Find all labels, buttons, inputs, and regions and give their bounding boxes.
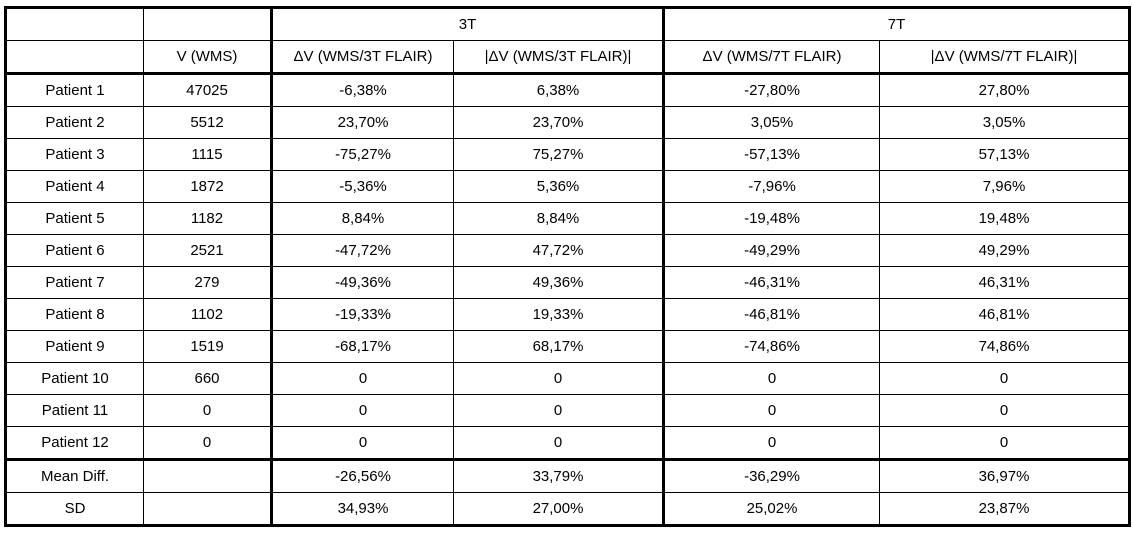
cell-dv-3t: -75,27%	[272, 139, 454, 171]
cell-abs-dv-3t: 6,38%	[454, 74, 664, 107]
table-row	[6, 107, 1130, 139]
cell-dv-7t: -74,86%	[664, 331, 880, 363]
cell-abs-dv-7t: 0	[880, 363, 1130, 395]
summary-row-sd	[6, 493, 1130, 526]
cell-v	[144, 460, 272, 493]
column-header-dv-3t: ΔV (WMS/3T FLAIR)	[272, 41, 454, 74]
cell-abs-dv-7t: 0	[880, 395, 1130, 427]
cell-dv-7t: -49,29%	[664, 235, 880, 267]
cell-dv-3t: -49,36%	[272, 267, 454, 299]
cell-abs-dv-3t: 49,36%	[454, 267, 664, 299]
cell-dv-3t: 0	[272, 427, 454, 460]
cell-abs-dv-3t: 47,72%	[454, 235, 664, 267]
cell-dv-7t: -57,13%	[664, 139, 880, 171]
group-header-row	[6, 8, 1130, 41]
cell-dv-7t: -36,29%	[664, 460, 880, 493]
row-label: Patient 11	[6, 395, 144, 427]
cell-dv-7t: 0	[664, 363, 880, 395]
cell-dv-3t: 23,70%	[272, 107, 454, 139]
group-header-3t: 3T	[272, 8, 664, 41]
cell-dv-7t: -27,80%	[664, 74, 880, 107]
row-label: Patient 2	[6, 107, 144, 139]
row-label: Patient 12	[6, 427, 144, 460]
cell-abs-dv-7t: 19,48%	[880, 203, 1130, 235]
cell-abs-dv-3t: 23,70%	[454, 107, 664, 139]
table-row	[6, 74, 1130, 107]
cell-abs-dv-3t: 33,79%	[454, 460, 664, 493]
cell-v: 1115	[144, 139, 272, 171]
cell-dv-7t: 0	[664, 427, 880, 460]
cell-abs-dv-3t: 27,00%	[454, 493, 664, 526]
cell-abs-dv-7t: 0	[880, 427, 1130, 460]
cell-abs-dv-3t: 0	[454, 427, 664, 460]
table-row	[6, 203, 1130, 235]
cell-dv-3t: 8,84%	[272, 203, 454, 235]
row-label: Patient 4	[6, 171, 144, 203]
row-label: Patient 3	[6, 139, 144, 171]
cell-v	[144, 493, 272, 526]
cell-dv-7t: 25,02%	[664, 493, 880, 526]
cell-abs-dv-7t: 74,86%	[880, 331, 1130, 363]
cell-abs-dv-7t: 7,96%	[880, 171, 1130, 203]
cell-dv-7t: -19,48%	[664, 203, 880, 235]
corner-cell-blank	[6, 8, 144, 41]
row-label: Patient 10	[6, 363, 144, 395]
cell-v: 1872	[144, 171, 272, 203]
cell-dv-7t: -46,81%	[664, 299, 880, 331]
cell-v: 5512	[144, 107, 272, 139]
cell-v: 1519	[144, 331, 272, 363]
row-label: Patient 1	[6, 74, 144, 107]
cell-dv-3t: -47,72%	[272, 235, 454, 267]
cell-dv-3t: 0	[272, 363, 454, 395]
column-header-v-wms: V (WMS)	[144, 41, 272, 74]
cell-v: 0	[144, 395, 272, 427]
row-label: Patient 9	[6, 331, 144, 363]
cell-dv-7t: 3,05%	[664, 107, 880, 139]
group-header-7t: 7T	[664, 8, 1130, 41]
cell-abs-dv-7t: 27,80%	[880, 74, 1130, 107]
table-row	[6, 267, 1130, 299]
cell-dv-3t: -6,38%	[272, 74, 454, 107]
cell-abs-dv-7t: 36,97%	[880, 460, 1130, 493]
cell-abs-dv-7t: 23,87%	[880, 493, 1130, 526]
table-head	[6, 8, 1130, 74]
row-label: Patient 8	[6, 299, 144, 331]
cell-v: 1182	[144, 203, 272, 235]
cell-abs-dv-3t: 75,27%	[454, 139, 664, 171]
corner-cell-v-blank	[144, 8, 272, 41]
column-header-abs-dv-7t: |ΔV (WMS/7T FLAIR)|	[880, 41, 1130, 74]
cell-abs-dv-7t: 57,13%	[880, 139, 1130, 171]
cell-dv-7t: -7,96%	[664, 171, 880, 203]
cell-v: 2521	[144, 235, 272, 267]
cell-abs-dv-7t: 46,31%	[880, 267, 1130, 299]
table-row	[6, 363, 1130, 395]
table-row	[6, 395, 1130, 427]
table-row	[6, 331, 1130, 363]
cell-dv-3t: 0	[272, 395, 454, 427]
table-row	[6, 171, 1130, 203]
row-label: Patient 7	[6, 267, 144, 299]
row-label: SD	[6, 493, 144, 526]
cell-dv-3t: -26,56%	[272, 460, 454, 493]
cell-dv-3t: -19,33%	[272, 299, 454, 331]
cell-v: 279	[144, 267, 272, 299]
cell-abs-dv-3t: 19,33%	[454, 299, 664, 331]
results-table	[4, 6, 1131, 527]
table-body	[6, 74, 1130, 526]
cell-abs-dv-3t: 8,84%	[454, 203, 664, 235]
summary-row-mean-diff	[6, 460, 1130, 493]
cell-abs-dv-3t: 0	[454, 363, 664, 395]
cell-dv-7t: -46,31%	[664, 267, 880, 299]
cell-v: 660	[144, 363, 272, 395]
table-row	[6, 299, 1130, 331]
row-label: Patient 6	[6, 235, 144, 267]
cell-abs-dv-7t: 49,29%	[880, 235, 1130, 267]
cell-v: 47025	[144, 74, 272, 107]
column-header-label-blank	[6, 41, 144, 74]
cell-dv-3t: -5,36%	[272, 171, 454, 203]
column-header-dv-7t: ΔV (WMS/7T FLAIR)	[664, 41, 880, 74]
column-header-row	[6, 41, 1130, 74]
row-label: Mean Diff.	[6, 460, 144, 493]
cell-abs-dv-7t: 3,05%	[880, 107, 1130, 139]
cell-abs-dv-3t: 68,17%	[454, 331, 664, 363]
cell-v: 0	[144, 427, 272, 460]
cell-dv-3t: -68,17%	[272, 331, 454, 363]
cell-dv-3t: 34,93%	[272, 493, 454, 526]
table-row	[6, 139, 1130, 171]
table-row	[6, 427, 1130, 460]
column-header-abs-dv-3t: |ΔV (WMS/3T FLAIR)|	[454, 41, 664, 74]
table-row	[6, 235, 1130, 267]
cell-abs-dv-3t: 0	[454, 395, 664, 427]
row-label: Patient 5	[6, 203, 144, 235]
cell-abs-dv-7t: 46,81%	[880, 299, 1130, 331]
cell-abs-dv-3t: 5,36%	[454, 171, 664, 203]
cell-dv-7t: 0	[664, 395, 880, 427]
cell-v: 1102	[144, 299, 272, 331]
